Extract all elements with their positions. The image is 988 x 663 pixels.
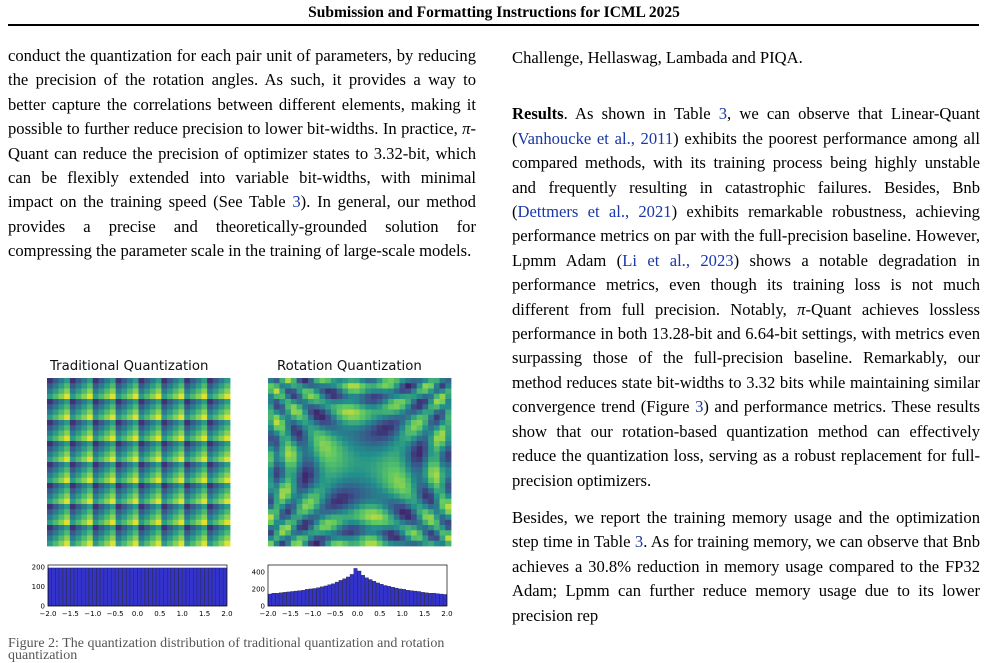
rotation-hist-x-tick-label: −0.5 — [326, 610, 344, 618]
rotation-hist-bar — [339, 580, 343, 606]
rotation-hist-bar — [410, 591, 414, 606]
traditional-hist-y-tick-label: 200 — [31, 563, 45, 572]
traditional-hist-bar — [134, 568, 138, 606]
right-paragraph-1 — [512, 46, 980, 70]
rotation-hist-bar — [343, 579, 347, 606]
traditional-hist-bar — [74, 568, 78, 606]
rotation-hist-bar — [440, 594, 444, 606]
traditional-quantization-title: Traditional Quantization — [50, 359, 209, 374]
rotation-hist-bar — [361, 575, 365, 606]
rotation-hist-bar — [432, 593, 436, 606]
rotation-hist-bar — [294, 591, 298, 606]
traditional-hist-bar — [171, 568, 175, 606]
text-run: Challenge, Hellaswag, Lambada and PIQA. — [512, 48, 803, 67]
traditional-hist-bar — [104, 568, 108, 606]
rotation-hist-bar — [287, 592, 291, 606]
rotation-quantization-title: Rotation Quantization — [277, 359, 422, 374]
text-run: ) exhibits the poorest performance among all compared methods, with its training process being highly unstable and frequently resulting in catastrophic failures. Besides, Bnb ( — [512, 128, 980, 222]
rotation-hist-bar — [380, 584, 384, 606]
traditional-hist-bar — [190, 568, 194, 606]
traditional-hist-bar — [119, 568, 123, 606]
traditional-hist-x-tick-label: −1.5 — [61, 610, 79, 618]
rotation-hist-bar — [387, 586, 391, 606]
traditional-hist-bar — [201, 568, 205, 606]
traditional-hist-bar — [100, 568, 104, 606]
traditional-hist-bar — [212, 568, 216, 606]
traditional-hist-bar — [216, 568, 220, 606]
traditional-hist-bar — [59, 568, 63, 606]
citation-link[interactable]: 3 — [695, 397, 704, 417]
left-column — [8, 44, 476, 264]
rotation-hist-bar — [324, 586, 328, 606]
traditional-hist-bar — [111, 568, 115, 606]
traditional-hist-bar — [126, 568, 130, 606]
rotation-hist-bar — [443, 594, 447, 606]
traditional-hist-bar — [55, 568, 59, 606]
traditional-hist-x-tick-label: 0.5 — [154, 610, 166, 618]
figure-caption: Figure 2: The quantization distribution of traditional quantization and rotation quantization — [8, 636, 445, 663]
text-run: Besides, we report the training memory usage and the optimization step time in Table — [512, 507, 980, 552]
traditional-hist-bar — [145, 568, 149, 606]
rotation-hist-bar — [417, 591, 421, 606]
text-run: , we can observe that Linear-Quant ( — [512, 104, 980, 148]
text-run: . As shown in Table — [563, 104, 719, 124]
traditional-quantization-heatmap — [47, 378, 230, 546]
rotation-hist-x-tick-label: 0.0 — [351, 610, 364, 618]
rotation-hist-bar — [346, 577, 350, 606]
traditional-hist-bar — [48, 568, 52, 606]
header-rule — [8, 24, 979, 26]
citation-link[interactable]: Vanhoucke et al., 2011 — [517, 128, 674, 148]
traditional-hist-bar — [141, 568, 145, 606]
rotation-hist-bar — [305, 589, 309, 606]
text-run: -Quant achieves lossless performance in both 13.28-bit and 6.64-bit settings, with metrics even surpassing those of the full-precision baseline. Remarkably, our method reduces state bit-widths to 3.32 bits while maintaining similar convergence trend (Figure — [512, 299, 980, 417]
traditional-hist-bar — [67, 568, 71, 606]
rotation-hist-bar — [335, 582, 339, 606]
citation-link[interactable]: 3 — [718, 104, 728, 124]
traditional-hist-bar — [130, 568, 134, 606]
traditional-hist-bar — [96, 568, 100, 606]
traditional-hist-bar — [123, 568, 127, 606]
rotation-hist-bar — [275, 593, 279, 606]
traditional-hist-bar — [223, 568, 227, 606]
traditional-hist-bar — [208, 568, 212, 606]
rotation-hist-bar — [428, 593, 432, 606]
traditional-hist-bar — [52, 568, 56, 606]
rotation-hist-bar — [316, 588, 320, 606]
traditional-hist-x-tick-label: −1.0 — [84, 610, 102, 618]
traditional-hist-bar — [93, 568, 97, 606]
rotation-hist-x-tick-label: −1.5 — [281, 610, 299, 618]
rotation-hist-bar — [331, 584, 335, 606]
text-run: -Quant can reduce the precision of optimizer states to 3.32-bit, which can be flexibly extended into variable bit-widths, with minimal impact on the training speed (See Table — [8, 119, 476, 212]
traditional-hist-x-tick-label: 2.0 — [221, 610, 233, 618]
rotation-hist-x-tick-label: −1.0 — [304, 610, 322, 618]
traditional-hist-bar — [138, 568, 142, 606]
traditional-hist-bar — [78, 568, 82, 606]
traditional-hist-bar — [89, 568, 93, 606]
rotation-hist-bar — [358, 571, 362, 606]
traditional-hist-bar — [63, 568, 67, 606]
rotation-hist-bar — [302, 590, 306, 606]
rotation-hist-y-tick-label: 0 — [260, 602, 265, 611]
rotation-hist-bar — [279, 593, 283, 606]
right-column — [512, 46, 980, 628]
rotation-hist-bar — [384, 586, 388, 607]
rotation-hist-bar — [395, 588, 399, 606]
rotation-quantization-heatmap — [268, 378, 451, 546]
traditional-hist-bar — [175, 568, 179, 606]
traditional-hist-bar — [108, 568, 112, 606]
page-header: Submission and Formatting Instructions for ICML 2025 — [308, 4, 680, 21]
citation-link[interactable]: 3 — [634, 532, 644, 552]
traditional-hist-bar — [152, 568, 156, 606]
rotation-hist-bar — [268, 594, 272, 606]
traditional-hist-bar — [85, 568, 89, 606]
text-run: ). In general, our method provides a precise and theoretically-grounded solution for compressing the parameter scale in the training of large-scale models. — [8, 192, 476, 261]
citation-link[interactable]: Li et al., 2023 — [622, 250, 734, 270]
text-run: conduct the quantization for each pair unit of parameters, by reducing the precision of the rotation angles. As such, it provides a way to better capture the correlations between different elements, making it possible to further reduce precision to lower bit-widths. In practice, — [8, 46, 476, 139]
traditional-hist-bar — [179, 568, 183, 606]
traditional-hist-bar — [186, 568, 190, 606]
rotation-hist-x-tick-label: 0.5 — [374, 610, 386, 618]
traditional-hist-x-tick-label: 1.0 — [176, 610, 188, 618]
rotation-hist-bar — [365, 578, 369, 606]
rotation-hist-bar — [376, 583, 380, 606]
run-heading: Results — [512, 104, 564, 124]
traditional-hist-bar — [70, 568, 74, 606]
rotation-hist-bar — [399, 589, 403, 606]
citation-link[interactable]: 3 — [292, 192, 301, 212]
traditional-hist-bar — [160, 568, 164, 606]
rotation-hist-bar — [406, 590, 410, 606]
traditional-hist-bar — [220, 568, 224, 606]
math-symbol: π — [462, 119, 471, 139]
left-paragraph — [8, 44, 476, 264]
traditional-hist-bar — [193, 568, 197, 606]
rotation-hist-bar — [350, 574, 354, 606]
rotation-hist-bar — [391, 587, 395, 606]
rotation-hist-bar — [320, 587, 324, 606]
rotation-hist-bar — [354, 568, 358, 606]
text-run: ) exhibits remarkable robustness, achieving performance metrics on par with the full-precision baseline. However, Lpmm Adam ( — [512, 202, 980, 270]
traditional-hist-x-tick-label: 0.0 — [131, 610, 144, 618]
rotation-hist-bar — [313, 588, 317, 606]
math-symbol: π — [797, 299, 806, 319]
memory-paragraph — [512, 506, 980, 628]
text-run: . As for training memory, we can observe that Bnb achieves a 30.8% reduction in memory usage compared to the FP32 Adam; Lpmm can further reduce memory usage due to its lower precision rep — [512, 532, 980, 625]
traditional-quantization-histogram — [30, 561, 235, 621]
rotation-hist-bar — [421, 592, 425, 606]
traditional-hist-bar — [205, 568, 209, 606]
rotation-hist-bar — [290, 591, 294, 606]
traditional-hist-y-tick-label: 0 — [40, 602, 45, 611]
traditional-hist-bar — [197, 568, 201, 606]
traditional-hist-x-tick-label: −0.5 — [106, 610, 124, 618]
traditional-hist-bar — [182, 568, 186, 606]
rotation-quantization-histogram — [250, 561, 455, 621]
traditional-hist-bar — [82, 568, 86, 606]
rotation-hist-bar — [369, 580, 373, 606]
rotation-hist-bar — [436, 594, 440, 606]
traditional-hist-x-tick-label: −2.0 — [39, 610, 57, 618]
citation-link[interactable]: Dettmers et al., 2021 — [517, 202, 672, 222]
rotation-hist-bar — [413, 591, 417, 606]
rotation-hist-bar — [283, 592, 287, 606]
rotation-hist-x-tick-label: 2.0 — [441, 610, 453, 618]
rotation-hist-bar — [298, 591, 302, 606]
traditional-hist-bar — [115, 568, 119, 606]
text-run: ) and performance metrics. These results show that our rotation-based quantization method can effectively reduce the quantization loss, serving as a robust replacement for full-precision optimizers. — [512, 397, 980, 490]
rotation-hist-bar — [328, 585, 332, 606]
rotation-hist-y-tick-label: 200 — [251, 585, 265, 594]
rotation-hist-bar — [425, 593, 429, 606]
rotation-hist-y-tick-label: 400 — [251, 568, 265, 577]
traditional-hist-bar — [156, 568, 160, 606]
rotation-hist-bar — [402, 589, 406, 606]
rotation-hist-x-tick-label: 1.0 — [396, 610, 408, 618]
text-run: ) shows a notable degradation in performance metrics, even though its training loss is not much different from full precision. Notably, — [512, 250, 980, 319]
traditional-hist-bar — [149, 568, 153, 606]
traditional-hist-bar — [167, 568, 171, 606]
rotation-hist-x-tick-label: 1.5 — [419, 610, 431, 618]
rotation-hist-bar — [372, 581, 376, 606]
traditional-hist-x-tick-label: 1.5 — [199, 610, 211, 618]
results-paragraph — [512, 102, 980, 493]
traditional-hist-bar — [164, 568, 168, 606]
rotation-hist-bar — [272, 593, 276, 606]
rotation-hist-x-tick-label: −2.0 — [259, 610, 277, 618]
traditional-hist-y-tick-label: 100 — [31, 582, 45, 591]
rotation-hist-bar — [309, 589, 313, 606]
